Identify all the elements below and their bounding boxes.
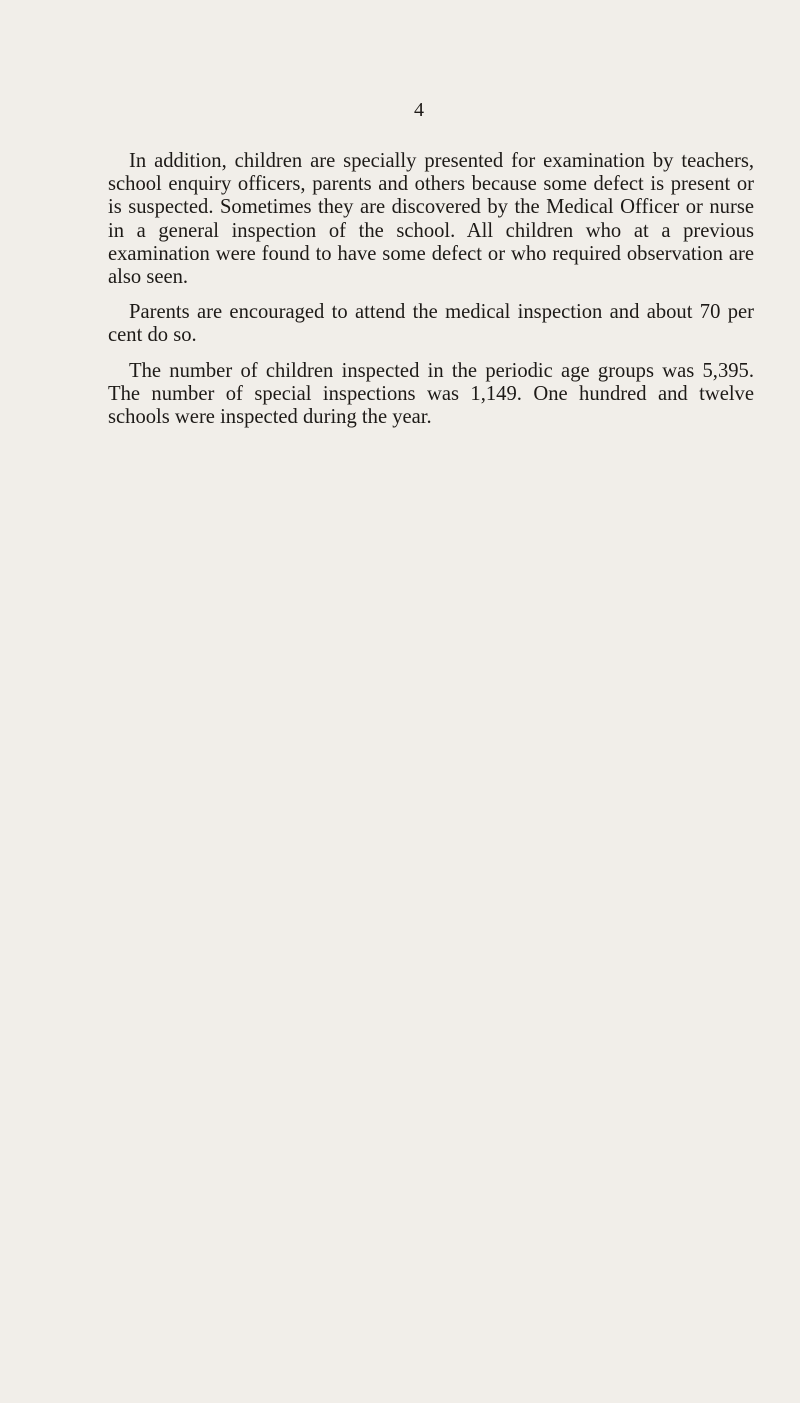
page-number: 4	[414, 99, 424, 121]
paragraph-parent-attendance: Parents are encouraged to attend the medical inspection and about 70 per cent do so.	[108, 301, 754, 347]
body-text	[108, 150, 754, 441]
paragraph-special-examinations: In addition, children are specially presented for examination by teachers, school enquiry officers, parents and others because some defect is present or is suspected. Sometimes they are discovered by the Medical Officer or nurse in a general inspection of the school. All children who at a previous examination were found to have some defect or who required observation are also seen.	[108, 150, 754, 289]
paragraph-inspection-counts: The number of children inspected in the periodic age groups was 5,395. The number of special inspections was 1,149. One hundred and twelve schools were inspected during the year.	[108, 359, 754, 429]
